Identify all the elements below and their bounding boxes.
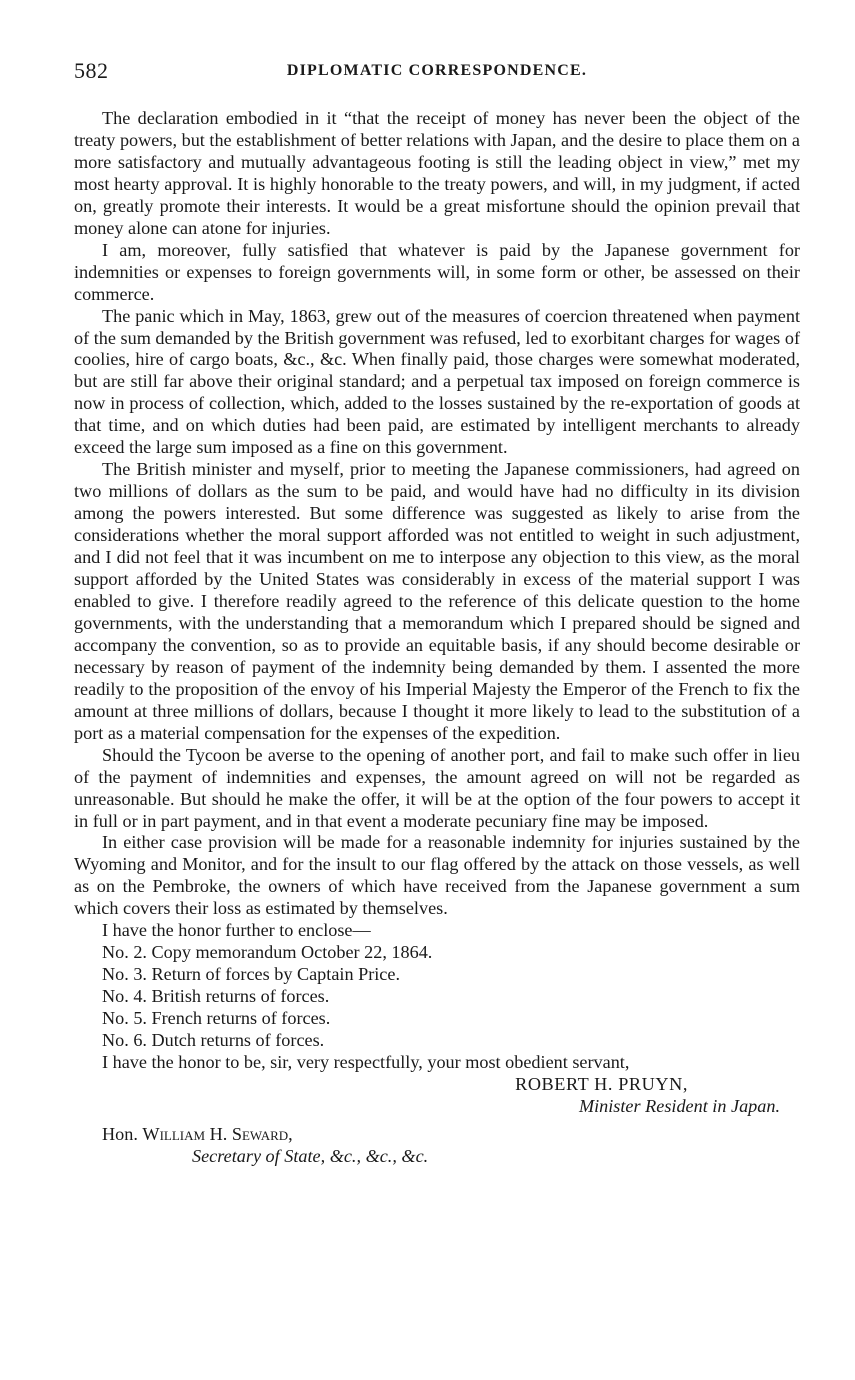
addressee [74, 1124, 800, 1146]
addressee-prefix: Hon. [102, 1123, 138, 1144]
enclosure-item: No. 6. Dutch returns of forces. [102, 1030, 325, 1051]
signatory-title: Minister Resident in Japan. [578, 1095, 780, 1116]
paragraph: Should the Tycoon be averse to the opening of another port, and fail to make such offer in lieu of the payment of indemnities and expenses, the amount agreed on will not be regarded as unreasonable. But should he make the offer, it will be at the option of the four powers to accept it in full or in part payment, and in that event a moderate pecuniary fine may be imposed. [74, 744, 800, 831]
document-page [74, 58, 800, 1168]
addressee-title: Secretary of State, &c., &c., &c. [192, 1145, 429, 1166]
running-head: DIPLOMATIC CORRESPONDENCE. [286, 62, 588, 79]
paragraph: The declaration embodied in it “that the receipt of money has never been the object of the treaty powers, but the establishment of better relations with Japan, and the desire to place them on a more satisfactory and mutually advantageous footing is still the leading object in view,” met my most hearty approval. It is highly honorable to the treaty powers, and will, in my judgment, if acted on, greatly promote their interests. It would be a great misfortune should the opinion prevail that money alone can atone for injuries. [74, 108, 800, 238]
enclosure-item: No. 4. British returns of forces. [102, 986, 330, 1007]
page-number: 582 [74, 58, 109, 83]
enclosure-item: No. 5. French returns of forces. [102, 1008, 331, 1029]
enclosure-list [74, 942, 800, 1052]
paragraph: The British minister and myself, prior to meeting the Japanese commissioners, had agreed on two millions of dollars as the sum to be paid, and would have had no difficulty in its division among the powers interested. But some difference was suggested as likely to arise from the considerations whether the moral support afforded was not entitled to weight in such adjustment, and I did not feel that it was incumbent on me to interpose any objection to this view, as the moral support afforded by the United States was considerably in excess of the material support I was enabled to give. I therefore readily agreed to the reference of this delicate question to the home governments, with the understanding that a memorandum which I prepared should be signed and accompany the convention, so as to provide an equitable basis, if any should become desirable or necessary by reason of payment of the indemnity being demanded by them. I assented the more readily to the proposition of the envoy of his Imperial Majesty the Emperor of the French to fix the amount at three millions of dollars, because I thought it more likely to lead to the substitution of a port as a material compensation for the expenses of the expedition. [74, 459, 800, 743]
enclosure-item: No. 2. Copy memorandum October 22, 1864. [102, 942, 433, 963]
enclosure-item: No. 3. Return of forces by Captain Price. [102, 964, 400, 985]
addressee-name: William H. Seward, [142, 1123, 293, 1144]
paragraph: I am, moreover, fully satisfied that whatever is paid by the Japanese government for indemnities or expenses to foreign governments will, in some form or other, be assessed on their commerce. [74, 239, 800, 304]
signature: ROBERT H. PRUYN, [515, 1073, 688, 1094]
closing-line: I have the honor to be, sir, very respectfully, your most obedient servant, [102, 1051, 630, 1072]
paragraph: In either case provision will be made for a reasonable indemnity for injuries sustained by the Wyoming and Monitor, and for the insult to our flag offered by the attack on those vessels, as well as on the Pembroke, the owners of which have received from the Japanese government a sum which covers their loss as estimated by themselves. [74, 832, 800, 919]
letter-body [74, 108, 800, 1168]
paragraph: The panic which in May, 1863, grew out of the measures of coercion threatened when payment of the sum demanded by the British government was refused, led to exorbitant charges for wages of coolies, hire of cargo boats, &c., &c. When finally paid, those charges were somewhat moderated, but are still far above their original standard; and a perpetual tax imposed on foreign commerce is now in process of collection, which, added to the losses sustained by the re-exportation of goods at that time, and on which duties had been paid, are estimated by intelligent merchants to already exceed the large sum imposed as a fine on this government. [74, 305, 800, 458]
enclosure-intro: I have the honor further to enclose— [102, 920, 371, 941]
page-header [74, 58, 800, 92]
